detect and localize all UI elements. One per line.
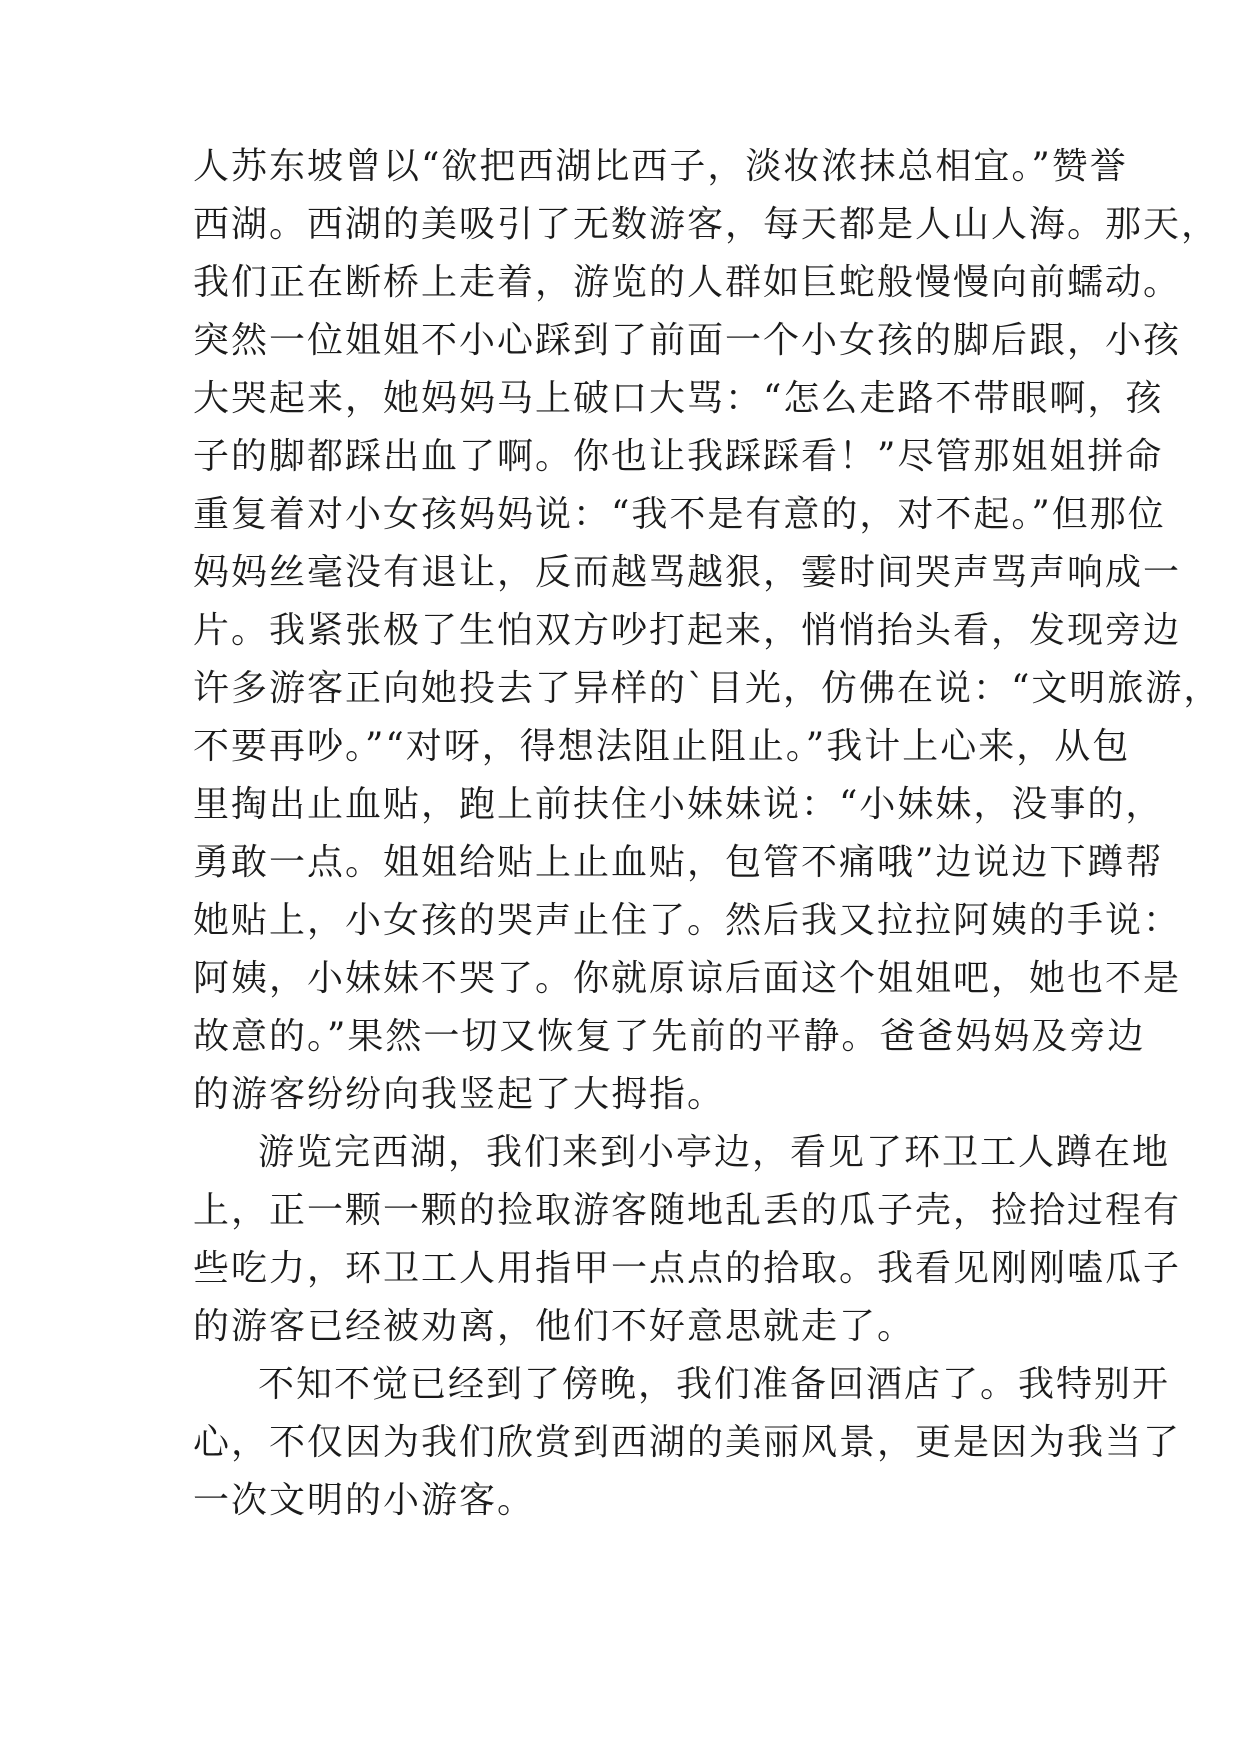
text-line: 的游客已经被劝离，他们不好意思就走了。 xyxy=(193,1306,916,1347)
text-line: 一次文明的小游客。 xyxy=(193,1480,536,1521)
text-line: 妈妈丝毫没有退让，反而越骂越狠，霎时间哭声骂声响成一 xyxy=(193,552,1182,593)
paragraph-start-line: 游览完西湖，我们来到小亭边，看见了环卫工人蹲在地 xyxy=(258,1132,1171,1173)
text-line: 的游客纷纷向我竖起了大拇指。 xyxy=(193,1074,726,1115)
text-line: 突然一位姐姐不小心踩到了前面一个小女孩的脚后跟，小孩 xyxy=(193,320,1182,361)
text-line: 上，正一颗一颗的捡取游客随地乱丢的瓜子壳，捡拾过程有 xyxy=(193,1190,1182,1231)
text-line: 阿姨，小妹妹不哭了。你就原谅后面这个姐姐吧，她也不是 xyxy=(193,958,1182,999)
text-line: 重复着对小女孩妈妈说：“我不是有意的，对不起。”但那位 xyxy=(193,494,1166,535)
text-line: 我们正在断桥上走着，游览的人群如巨蛇般慢慢向前蠕动。 xyxy=(193,262,1182,303)
text-line: 人苏东坡曾以“欲把西湖比西子，淡妆浓抹总相宜。”赞誉 xyxy=(193,146,1128,187)
text-line: 不要再吵。”“对呀，得想法阻止阻止。”我计上心来，从包 xyxy=(193,726,1131,767)
text-line: 片。我紧张极了生怕双方吵打起来，悄悄抬头看，发现旁边 xyxy=(193,610,1182,651)
text-line: 里掏出止血贴，跑上前扶住小妹妹说：“小妹妹，没事的， xyxy=(193,784,1164,825)
text-line: 大哭起来，她妈妈马上破口大骂：“怎么走路不带眼啊，孩 xyxy=(193,378,1164,419)
text-line: 西湖。西湖的美吸引了无数游客，每天都是人山人海。那天， xyxy=(193,204,1220,245)
text-line: 些吃力，环卫工人用指甲一点点的拾取。我看见刚刚嗑瓜子 xyxy=(193,1248,1182,1289)
paragraph-start-line: 不知不觉已经到了傍晚，我们准备回酒店了。我特别开 xyxy=(258,1364,1171,1405)
text-line: 勇敢一点。姐姐给贴上止血贴，包管不痛哦”边说边下蹲帮 xyxy=(193,842,1164,883)
essay-text xyxy=(193,138,1222,1530)
text-line: 故意的。”果然一切又恢复了先前的平静。爸爸妈妈及旁边 xyxy=(193,1016,1146,1057)
text-line: 许多游客正向她投去了异样的`目光，仿佛在说：“文明旅游， xyxy=(193,668,1222,709)
text-line: 她贴上，小女孩的哭声止住了。然后我又拉拉阿姨的手说： xyxy=(193,900,1182,941)
text-line: 子的脚都踩出血了啊。你也让我踩踩看！”尽管那姐姐拼命 xyxy=(193,436,1164,477)
text-line: 心，不仅因为我们欣赏到西湖的美丽风景，更是因为我当了 xyxy=(193,1422,1182,1463)
